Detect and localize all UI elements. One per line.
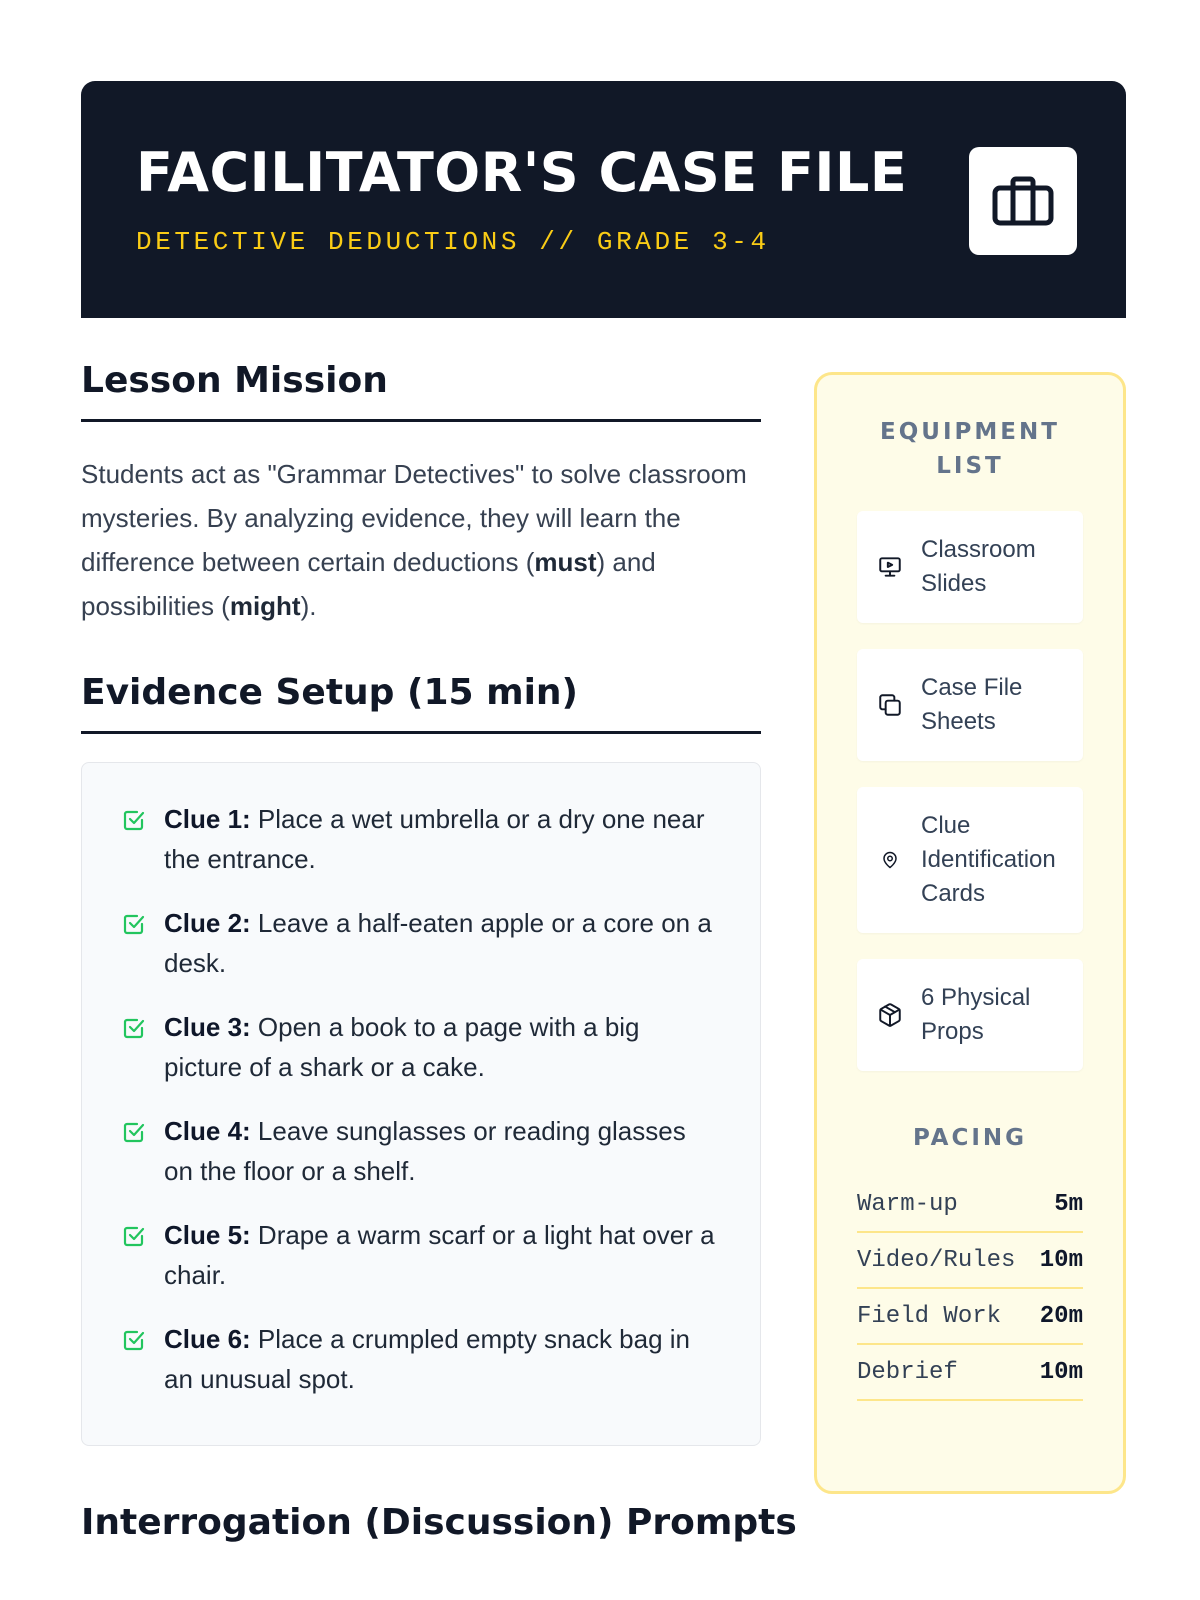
equipment-label: Case File Sheets bbox=[921, 674, 1023, 735]
section-title-evidence-setup: Evidence Setup (15 min) bbox=[81, 672, 761, 734]
pacing-row bbox=[857, 1289, 1083, 1345]
briefcase-icon bbox=[969, 147, 1077, 255]
pacing-time: 20m bbox=[1039, 1302, 1083, 1330]
pacing-row bbox=[857, 1345, 1083, 1401]
interrogation-section bbox=[81, 1502, 797, 1561]
clue-label: Clue 2: bbox=[164, 908, 251, 938]
pacing-activity: Video/Rules bbox=[857, 1246, 1016, 1274]
presentation-icon bbox=[877, 554, 903, 580]
pacing-activity: Field Work bbox=[857, 1302, 1002, 1330]
pacing-table bbox=[857, 1177, 1083, 1401]
clue-description: Open a book to a page with a big picture of a shark or a cake. bbox=[164, 1012, 640, 1082]
section-title-lesson-mission: Lesson Mission bbox=[81, 360, 761, 422]
clue-description: Leave a half-eaten apple or a core on a desk. bbox=[164, 908, 712, 978]
box-icon bbox=[877, 1002, 903, 1028]
checkbox-checked-icon bbox=[122, 1328, 146, 1352]
lesson-mission-section bbox=[81, 360, 761, 628]
clue-item bbox=[122, 799, 720, 879]
checkbox-checked-icon bbox=[122, 912, 146, 936]
clue-item bbox=[122, 1111, 720, 1191]
pacing-activity: Warm-up bbox=[857, 1190, 958, 1218]
pacing-time: 10m bbox=[1039, 1358, 1083, 1386]
mission-paragraph: Students act as "Grammar Detectives" to solve classroom mysteries. By analyzing evidence, they will learn the difference between certain deductions (must) and possibilities (might). bbox=[81, 459, 747, 621]
clue-label: Clue 4: bbox=[164, 1116, 251, 1146]
map-pin-icon bbox=[877, 847, 903, 873]
clue-checklist bbox=[81, 762, 761, 1446]
equipment-item-clue-cards bbox=[857, 787, 1083, 933]
equipment-label: 6 Physical Props bbox=[921, 984, 1031, 1045]
page-subtitle: DETECTIVE DEDUCTIONS // GRADE 3-4 bbox=[136, 227, 770, 257]
checkbox-checked-icon bbox=[122, 1120, 146, 1144]
clue-item bbox=[122, 1319, 720, 1399]
page-title: FACILITATOR'S CASE FILE bbox=[136, 141, 908, 204]
equipment-list bbox=[857, 511, 1083, 1071]
clue-description: Drape a warm scarf or a light hat over a chair. bbox=[164, 1220, 715, 1290]
equipment-label: Clue Identification Cards bbox=[921, 812, 1056, 907]
clue-label: Clue 5: bbox=[164, 1220, 251, 1250]
equipment-label: Classroom Slides bbox=[921, 536, 1036, 597]
pacing-activity: Debrief bbox=[857, 1358, 958, 1386]
pacing-row bbox=[857, 1177, 1083, 1233]
checkbox-checked-icon bbox=[122, 1016, 146, 1040]
evidence-setup-section bbox=[81, 672, 761, 1446]
clue-description: Leave sunglasses or reading glasses on the floor or a shelf. bbox=[164, 1116, 686, 1186]
equipment-list-heading: EQUIPMENT LIST bbox=[880, 419, 1060, 479]
pacing-heading: PACING bbox=[912, 1125, 1028, 1151]
clue-description: Place a wet umbrella or a dry one near the entrance. bbox=[164, 804, 705, 874]
pacing-time: 5m bbox=[1054, 1190, 1083, 1218]
checkbox-checked-icon bbox=[122, 1224, 146, 1248]
clue-label: Clue 6: bbox=[164, 1324, 251, 1354]
clue-item bbox=[122, 1007, 720, 1087]
clue-item bbox=[122, 903, 720, 983]
pacing-row bbox=[857, 1233, 1083, 1289]
equipment-item-slides bbox=[857, 511, 1083, 623]
equipment-item-physical-props bbox=[857, 959, 1083, 1071]
equipment-item-case-file-sheets bbox=[857, 649, 1083, 761]
clue-item bbox=[122, 1215, 720, 1295]
clue-description: Place a crumpled empty snack bag in an unusual spot. bbox=[164, 1324, 691, 1394]
case-file-header bbox=[81, 81, 1126, 318]
section-title-interrogation: Interrogation (Discussion) Prompts bbox=[81, 1502, 797, 1543]
copy-icon bbox=[877, 692, 903, 718]
checkbox-checked-icon bbox=[122, 808, 146, 832]
sidebar-panel bbox=[814, 372, 1126, 1494]
clue-label: Clue 1: bbox=[164, 804, 251, 834]
pacing-time: 10m bbox=[1039, 1246, 1083, 1274]
main-content bbox=[81, 360, 797, 1561]
bold-must: must bbox=[534, 547, 597, 577]
bold-might: might bbox=[229, 591, 301, 621]
clue-label: Clue 3: bbox=[164, 1012, 251, 1042]
